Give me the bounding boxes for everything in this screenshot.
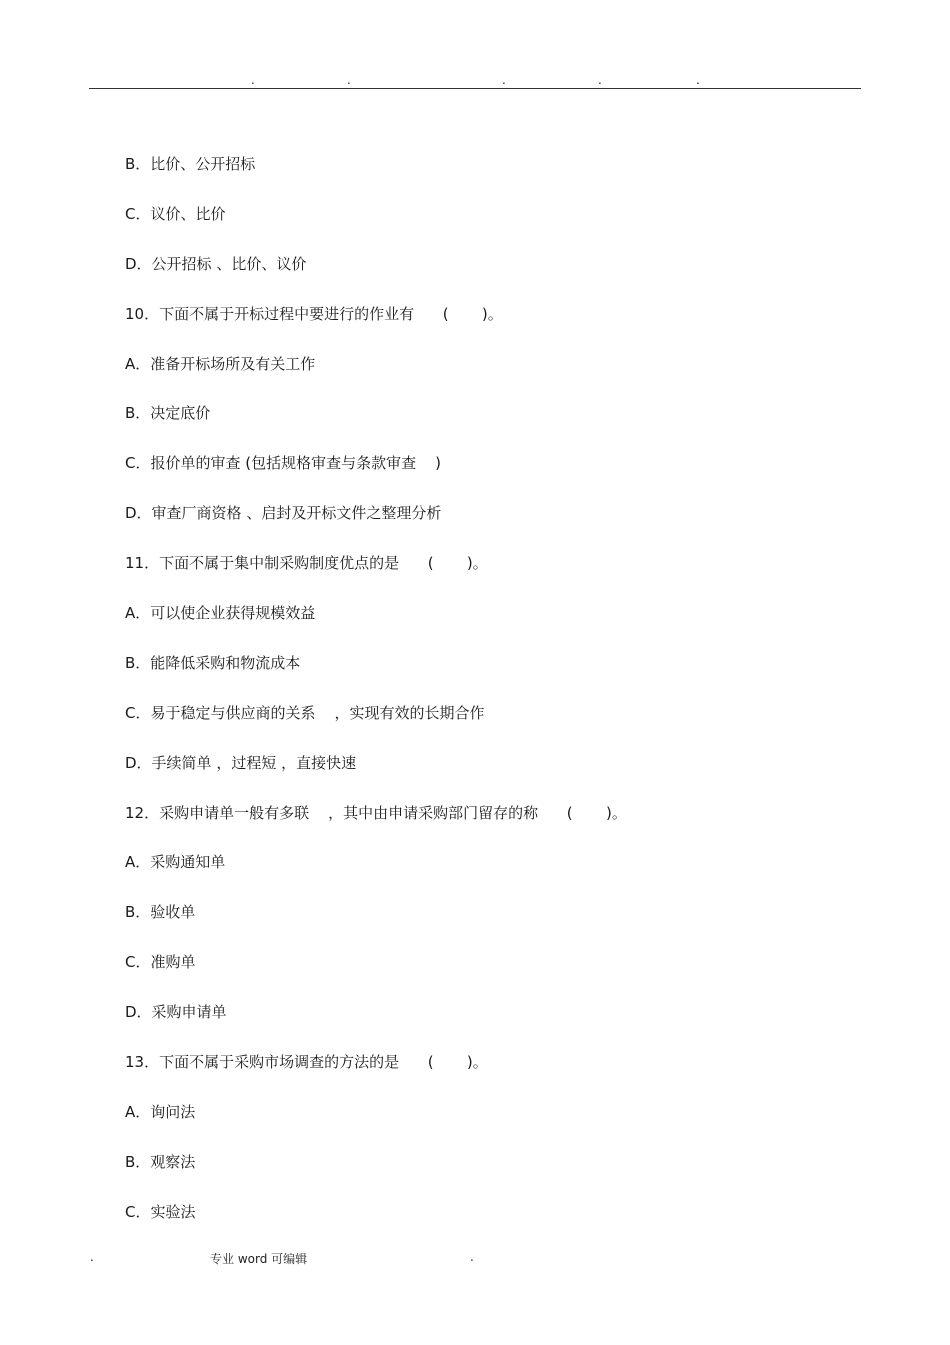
option-line: D．采购申请单 — [125, 1003, 227, 1022]
header-dot: . — [598, 73, 602, 87]
option-line: B．观察法 — [125, 1152, 196, 1171]
option-line: B．能降低采购和物流成本 — [125, 653, 301, 672]
option-line: A．可以使企业获得规模效益 — [125, 604, 316, 623]
option-line: D．公开招标 、比价、议价 — [125, 254, 307, 273]
option-line: C．议价、比价 — [125, 204, 226, 223]
header-dot: . — [347, 73, 351, 87]
option-line: D．手续简单 ，过程短 ，直接快速 — [125, 753, 357, 772]
option-line: C．准购单 — [125, 953, 196, 972]
question-line: 13．下面不属于采购市场调查的方法的是 ( )。 — [125, 1053, 488, 1072]
header-dots — [0, 74, 950, 86]
option-line: C．报价单的审查 (包括规格审查与条款审查 ) — [125, 454, 442, 473]
option-line: C．易于稳定与供应商的关系 ，实现有效的长期合作 — [125, 703, 485, 722]
question-line: 12．采购申请单一般有多联 ，其中由申请采购部门留存的称 ( )。 — [125, 803, 627, 822]
question-line: 11．下面不属于集中制采购制度优点的是 ( )。 — [125, 554, 488, 573]
footer-dot-left: . — [90, 1250, 94, 1264]
header-dot: . — [502, 73, 506, 87]
document-body — [125, 150, 865, 1248]
option-line: A．采购通知单 — [125, 853, 226, 872]
option-line: B．比价、公开招标 — [125, 155, 256, 173]
option-line: A．询问法 — [125, 1102, 196, 1121]
question-line: 10．下面不属于开标过程中要进行的作业有 ( )。 — [125, 304, 503, 323]
header-dot: . — [251, 73, 255, 87]
header-dot: . — [696, 73, 700, 87]
option-line: D．审查厂商资格 、启封及开标文件之整理分析 — [125, 504, 442, 523]
footer-text: 专业 word 可编辑 — [210, 1252, 308, 1266]
option-line: A．准备开标场所及有关工作 — [125, 354, 316, 373]
header-rule — [89, 88, 861, 89]
footer-dot-right: . — [470, 1250, 474, 1264]
option-line: B．验收单 — [125, 903, 196, 922]
option-line: B．决定底价 — [125, 404, 211, 423]
page-footer — [0, 1250, 950, 1270]
option-line: C．实验法 — [125, 1202, 196, 1221]
